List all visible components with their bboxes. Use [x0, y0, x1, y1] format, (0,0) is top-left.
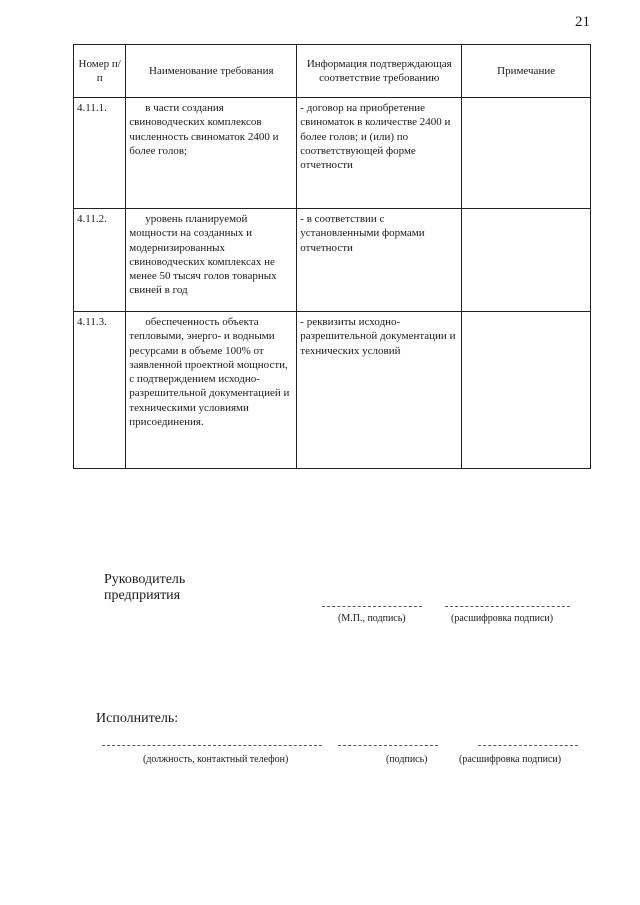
executor-caption-position: (должность, контактный телефон): [143, 754, 289, 765]
row-note: [462, 98, 591, 209]
row-number: 4.11.3.: [74, 312, 126, 469]
row-evidence: - договор на приобретение свиноматок в количестве 2400 и более голов; и (или) по соответствующей форме отчетности: [297, 98, 462, 209]
row-evidence: - реквизиты исходно-разрешительной документации и технических условий: [297, 312, 462, 469]
executor-caption-decode: (расшифровка подписи): [459, 754, 562, 765]
head-label: Руководитель предприятия: [104, 572, 186, 604]
requirements-table: [73, 44, 591, 469]
executor-decode-line: [478, 745, 578, 746]
header-number: Номер п/п: [74, 45, 126, 98]
page-number: 21: [575, 14, 590, 30]
row-note: [462, 312, 591, 469]
table-row: [74, 98, 591, 209]
header-evidence: Информация подтверждающая соответствие требованию: [297, 45, 462, 98]
row-evidence: - в соответствии с установленными формами отчетности: [297, 209, 462, 312]
head-sign-line: [322, 606, 422, 607]
row-requirement: уровень планируемой мощности на созданных и модернизированных свиноводческих комплексах не менее 50 тысяч голов товарных свиней в год: [126, 209, 297, 312]
row-requirement: обеспеченность объекта тепловыми, энерго- и водными ресурсами в объеме 100% от заявленной проектной мощности, с подтверждением исходно-разрешительной документацией и техническими условиями присоединения.: [126, 312, 297, 469]
head-caption-decode: (расшифровка подписи): [451, 613, 554, 624]
executor-label: Исполнитель:: [96, 711, 179, 726]
table-row: [74, 209, 591, 312]
row-number: 4.11.2.: [74, 209, 126, 312]
executor-sign-line: [338, 745, 438, 746]
table-row: [74, 312, 591, 469]
row-note: [462, 209, 591, 312]
header-requirement: Наименование требования: [126, 45, 297, 98]
head-decode-line: [445, 606, 570, 607]
header-note: Примечание: [462, 45, 591, 98]
row-number: 4.11.1.: [74, 98, 126, 209]
head-caption-sign: (М.П., подпись): [338, 613, 406, 624]
executor-position-line: [102, 745, 322, 746]
row-requirement: в части создания свиноводческих комплексов численность свиноматок 2400 и более голов;: [126, 98, 297, 209]
executor-caption-sign: (подпись): [386, 754, 428, 765]
table-header-row: [74, 45, 591, 98]
